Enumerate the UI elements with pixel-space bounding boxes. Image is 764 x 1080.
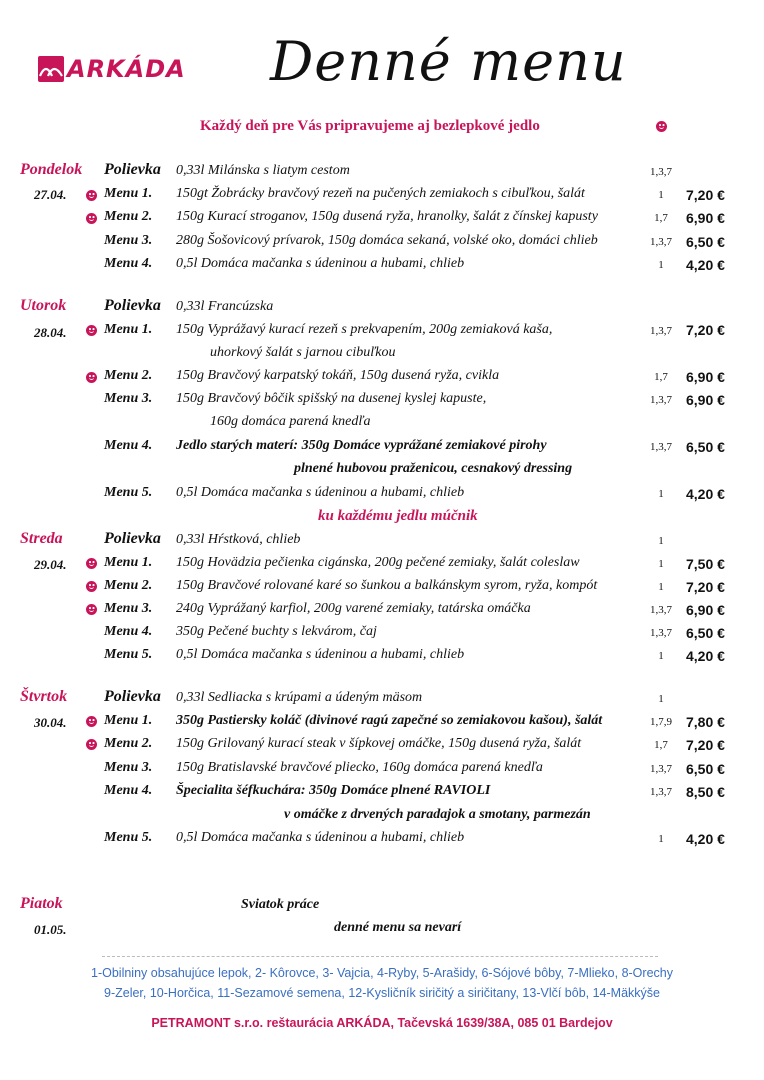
gluten-free-smiley-icon (86, 213, 97, 224)
soup-label: Polievka (104, 530, 161, 547)
allergens: 1 (658, 650, 664, 662)
day-name: Pondelok (20, 161, 83, 178)
menu-price: 6,90 € (686, 392, 725, 408)
menu-label: Menu 1. (104, 555, 153, 570)
day-date: 28.04. (34, 325, 67, 340)
menu-price: 4,20 € (686, 831, 725, 847)
allergens: 1 (658, 189, 664, 201)
menu-label: Menu 4. (104, 256, 153, 271)
gluten-free-smiley-icon (86, 325, 97, 336)
menu-desc: 150g Grilovaný kurací steak v šípkovej omáčke, 150g dusená ryža, šalát (176, 736, 582, 751)
menu-desc: 0,5l Domáca mačanka s údeninou a hubami, chlieb (176, 256, 465, 271)
page-title: Denné menu (270, 30, 627, 93)
menu-label: Menu 1. (104, 713, 153, 728)
gluten-free-smiley-icon (86, 739, 97, 750)
allergens: 1,7 (654, 371, 668, 383)
menu-price: 7,20 € (686, 322, 725, 338)
menu-desc: 150gt Žobrácky bravčový rezeň na pučených zemiakoch s cibuľkou, šalát (176, 186, 585, 201)
menu-price: 4,20 € (686, 257, 725, 273)
allergens: 1,3,7 (650, 604, 672, 616)
day-name: Štvrtok (20, 688, 68, 705)
menu-price: 6,90 € (686, 602, 725, 618)
menu-desc: 0,5l Domáca mačanka s údeninou a hubami, chlieb (176, 647, 465, 662)
allergens: 1 (658, 488, 664, 500)
menu-price: 6,90 € (686, 210, 725, 226)
gluten-free-smiley-icon (86, 604, 97, 615)
menu-desc: 0,5l Domáca mačanka s údeninou a hubami, chlieb (176, 485, 465, 500)
soup-desc: 0,33l Francúzska (176, 299, 274, 314)
day-date: 29.04. (34, 557, 67, 572)
allergens: 1,7 (654, 212, 668, 224)
allergens: 1,3,7 (650, 786, 672, 798)
menu-label: Menu 5. (104, 485, 153, 500)
allergens-legend-line: 9-Zeler, 10-Horčica, 11-Sezamové semena, 12-Kysličník siričitý a siričitany, 13-Vlčí bôb, 14-Mäkkýše (104, 986, 660, 1000)
soup-desc: 0,33l Milánska s liatym cestom (176, 163, 350, 178)
menu-desc-continued: plnené hubovou praženicou, cesnakový dressing (294, 461, 573, 476)
allergens: 1,7 (654, 739, 668, 751)
menu-label: Menu 4. (104, 624, 153, 639)
dessert-note: ku každému jedlu múčnik (318, 508, 478, 524)
menu-label: Menu 3. (104, 233, 153, 248)
allergens: 1,3,7 (650, 441, 672, 453)
menu-price: 6,50 € (686, 625, 725, 641)
menu-label: Menu 4. (104, 783, 153, 798)
menu-desc: 240g Vyprážaný karfiol, 200g varené zemiaky, tatárska omáčka (176, 601, 531, 616)
menu-label: Menu 2. (104, 368, 153, 383)
menu-label: Menu 2. (104, 736, 153, 751)
day-name: Utorok (20, 297, 67, 314)
soup-label: Polievka (104, 161, 161, 178)
menu-price: 4,20 € (686, 648, 725, 664)
menu-desc: 150g Bratislavské bravčové pliecko, 160g domáca parená knedľa (176, 760, 543, 775)
logo-text: ARKÁDA (67, 55, 186, 83)
menu-desc: 280g Šošovicový prívarok, 150g domáca sekaná, volské oko, domáci chlieb (176, 233, 598, 248)
menu-desc: Jedlo starých materí: 350g Domáce vyprážané zemiakové pirohy (176, 438, 547, 453)
allergens: 1 (658, 535, 664, 547)
arcade-logo-icon (38, 56, 64, 82)
allergens: 1 (658, 558, 664, 570)
allergens: 1 (658, 693, 664, 705)
divider (102, 956, 658, 957)
menu-label: Menu 2. (104, 578, 153, 593)
allergens: 1,3,7 (650, 394, 672, 406)
menu-price: 7,50 € (686, 556, 725, 572)
menu-desc: Špecialita šéfkuchára: 350g Domáce plnené RAVIOLI (176, 783, 491, 798)
gluten-free-note: Každý deň pre Vás pripravujeme aj bezlepkové jedlo (200, 118, 540, 134)
menu-label: Menu 4. (104, 438, 153, 453)
day-date: 30.04. (34, 715, 67, 730)
allergens: 1,7,9 (650, 716, 672, 728)
menu-desc: 150g Bravčový karpatský tokáň, 150g dusená ryža, cvikla (176, 368, 500, 383)
gluten-free-smiley-icon (86, 581, 97, 592)
menu-price: 8,50 € (686, 784, 725, 800)
gluten-free-smiley-icon (86, 190, 97, 201)
menu-label: Menu 5. (104, 830, 153, 845)
menu-label: Menu 2. (104, 209, 153, 224)
menu-desc-continued: uhorkový šalát s jarnou cibuľkou (210, 345, 396, 360)
menu-desc: 150g Kurací stroganov, 150g dusená ryža, hranolky, šalát z čínskej kapusty (176, 209, 598, 224)
gluten-free-smiley-icon (86, 716, 97, 727)
day-name: Piatok (20, 895, 63, 912)
menu-price: 4,20 € (686, 486, 725, 502)
menu-desc: 350g Pastiersky koláč (divinové ragú zapečné so zemiakovou kašou), šalát (176, 713, 603, 728)
menu-desc: 150g Vyprážavý kurací rezeň s prekvapením, 200g zemiaková kaša, (176, 322, 553, 337)
smiley-icon (656, 121, 667, 132)
soup-label: Polievka (104, 297, 161, 314)
allergens: 1,3,7 (650, 166, 672, 178)
footer-address: PETRAMONT s.r.o. reštaurácia ARKÁDA, Tačevská 1639/38A, 085 01 Bardejov (151, 1016, 613, 1030)
menu-desc: 150g Hovädzia pečienka cigánska, 200g pečené zemiaky, šalát coleslaw (176, 555, 580, 570)
menu-desc: 150g Bravčový bôčik spišský na dusenej kyslej kapuste, (176, 391, 487, 406)
gluten-free-smiley-icon (86, 372, 97, 383)
no-menu-note: denné menu sa nevarí (334, 920, 462, 935)
day-date: 27.04. (34, 187, 67, 202)
menu-label: Menu 3. (104, 601, 153, 616)
menu-desc: 350g Pečené buchty s lekvárom, čaj (176, 624, 377, 639)
menu-label: Menu 1. (104, 186, 153, 201)
logo (38, 55, 186, 83)
allergens: 1 (658, 833, 664, 845)
menu-desc: 150g Bravčové rolované karé so šunkou a balkánskym syrom, ryža, kompót (176, 578, 598, 593)
menu-desc-continued: v omáčke z drvených paradajok a smotany, parmezán (284, 807, 591, 822)
allergens: 1,3,7 (650, 236, 672, 248)
allergens: 1 (658, 259, 664, 271)
menu-price: 7,80 € (686, 714, 725, 730)
menu-price: 7,20 € (686, 737, 725, 753)
allergens-legend-line: 1-Obilniny obsahujúce lepok, 2- Kôrovce, 3- Vajcia, 4-Ryby, 5-Arašidy, 6-Sójové bôby, 7-Mlieko, 8-Orechy (91, 966, 673, 980)
menu-price: 6,50 € (686, 234, 725, 250)
menu-desc-continued: 160g domáca parená knedľa (210, 414, 371, 429)
allergens: 1 (658, 581, 664, 593)
soup-desc: 0,33l Hŕstková, chlieb (176, 532, 301, 547)
menu-label: Menu 5. (104, 647, 153, 662)
holiday-label: Sviatok práce (241, 897, 320, 912)
menu-label: Menu 3. (104, 391, 153, 406)
menu-price: 6,50 € (686, 439, 725, 455)
menu-price: 6,90 € (686, 369, 725, 385)
allergens: 1,3,7 (650, 325, 672, 337)
gluten-free-smiley-icon (86, 558, 97, 569)
day-date: 01.05. (34, 922, 67, 937)
menu-label: Menu 1. (104, 322, 153, 337)
menu-desc: 0,5l Domáca mačanka s údeninou a hubami, chlieb (176, 830, 465, 845)
soup-label: Polievka (104, 688, 161, 705)
menu-price: 7,20 € (686, 187, 725, 203)
allergens: 1,3,7 (650, 627, 672, 639)
menu-price: 6,50 € (686, 761, 725, 777)
menu-label: Menu 3. (104, 760, 153, 775)
allergens: 1,3,7 (650, 763, 672, 775)
menu-price: 7,20 € (686, 579, 725, 595)
day-name: Streda (20, 530, 63, 547)
soup-desc: 0,33l Sedliacka s krúpami a údeným mäsom (176, 690, 423, 705)
